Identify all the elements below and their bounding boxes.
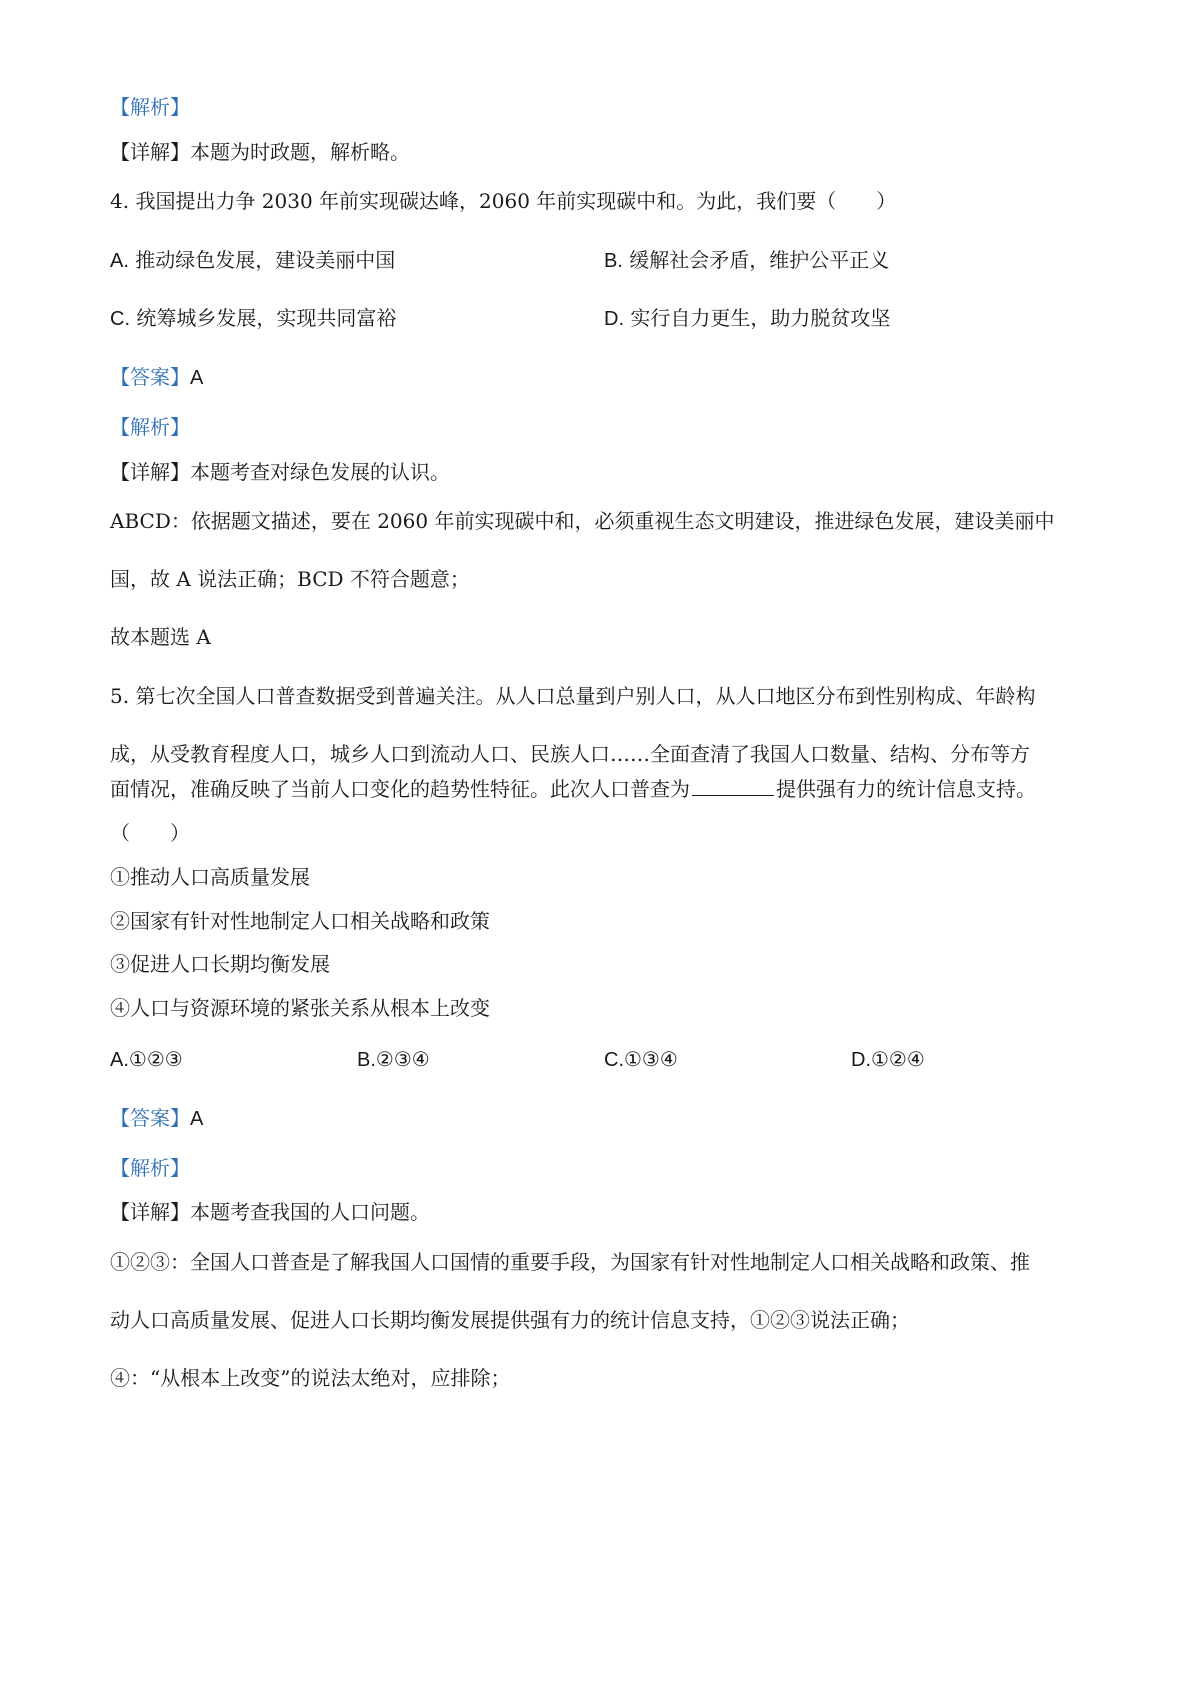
q5-explanation-line-2: 动人口高质量发展、促进人口长期均衡发展提供强有力的统计信息支持，①②③说法正确； — [110, 1308, 910, 1332]
question-5-stem-line-1: 5. 第七次全国人口普查数据受到普遍关注。从人口总量到户别人口，从人口地区分布到性别构成、年龄构 — [110, 684, 1036, 708]
q4-option-a — [110, 247, 395, 274]
q5-explanation-line-1: ①②③：全国人口普查是了解我国人口国情的重要手段，为国家有针对性地制定人口相关战略和政策、推 — [110, 1250, 1030, 1274]
q5-option-a-letter: A. — [110, 1049, 129, 1071]
q5-answer — [110, 1105, 203, 1132]
q4-option-d-text: 实行自力更生，助力脱贫攻坚 — [630, 306, 891, 330]
q4-option-a-text: 推动绿色发展，建设美丽中国 — [135, 248, 396, 272]
question-4-stem: 4. 我国提出力争 2030 年前实现碳达峰，2060 年前实现碳中和。为此，我们要（ ） — [110, 189, 897, 213]
q5-option-c-text: ①③④ — [624, 1047, 678, 1071]
q5-answer-value: A — [190, 1108, 204, 1130]
q5-option-d-text: ①②④ — [871, 1047, 925, 1071]
detail-text: 【详解】本题为时政题，解析略。 — [110, 140, 410, 164]
q4-option-c-text: 统筹城乡发展，实现共同富裕 — [136, 306, 397, 330]
question-5-stem-line-3 — [110, 776, 1036, 802]
q5-option-d-letter: D. — [851, 1049, 871, 1071]
q4-option-b-text: 缓解社会矛盾，维护公平正义 — [629, 248, 890, 272]
q5-option-b — [357, 1046, 430, 1073]
q5-analysis-label: 【解析】 — [110, 1156, 190, 1180]
q4-answer-label: 【答案】 — [110, 365, 190, 389]
q4-option-b-letter: B. — [604, 250, 623, 272]
q5-option-b-letter: B. — [357, 1049, 376, 1071]
q5-statement-1: ①推动人口高质量发展 — [110, 865, 310, 889]
q4-analysis-label: 【解析】 — [110, 415, 190, 439]
q5-answer-label: 【答案】 — [110, 1106, 190, 1130]
analysis-label: 【解析】 — [110, 95, 190, 119]
q4-option-c-letter: C. — [110, 308, 130, 330]
fill-in-blank — [692, 777, 774, 796]
q4-option-b — [604, 247, 889, 274]
q4-explanation-line-1: ABCD：依据题文描述，要在 2060 年前实现碳中和，必须重视生态文明建设，推进绿色发展，建设美丽中 — [110, 509, 1055, 533]
q5-statement-4: ④人口与资源环境的紧张关系从根本上改变 — [110, 996, 490, 1020]
q4-option-c — [110, 305, 396, 332]
q5-stem-paren: （ ） — [110, 821, 190, 845]
q5-option-a — [110, 1046, 183, 1073]
q5-option-d — [851, 1046, 925, 1073]
q4-option-d — [604, 305, 890, 332]
q4-option-d-letter: D. — [604, 308, 624, 330]
q4-answer-value: A — [190, 367, 204, 389]
q5-statement-3: ③促进人口长期均衡发展 — [110, 952, 330, 976]
q4-explanation-line-2: 国，故 A 说法正确；BCD 不符合题意； — [110, 567, 470, 591]
q5-option-c-letter: C. — [604, 1049, 624, 1071]
question-5-stem-line-2: 成，从受教育程度人口，城乡人口到流动人口、民族人口……全面查清了我国人口数量、结构、分布等方 — [110, 742, 1030, 766]
q4-conclusion: 故本题选 A — [110, 625, 211, 649]
q5-detail: 【详解】本题考查我国的人口问题。 — [110, 1200, 430, 1224]
q5-statement-2: ②国家有针对性地制定人口相关战略和政策 — [110, 909, 490, 933]
q4-option-a-letter: A. — [110, 250, 129, 272]
q4-answer — [110, 364, 203, 391]
q5-stem-line-3-after: 提供强有力的统计信息支持。 — [776, 777, 1036, 801]
q5-option-b-text: ②③④ — [375, 1047, 430, 1071]
q4-detail: 【详解】本题考查对绿色发展的认识。 — [110, 460, 450, 484]
q5-explanation-line-3: ④：“从根本上改变”的说法太绝对，应排除； — [110, 1366, 511, 1390]
q5-stem-line-3-before: 面情况，准确反映了当前人口变化的趋势性特征。此次人口普查为 — [110, 777, 690, 801]
q5-option-a-text: ①②③ — [128, 1047, 183, 1071]
q5-option-c — [604, 1046, 678, 1073]
